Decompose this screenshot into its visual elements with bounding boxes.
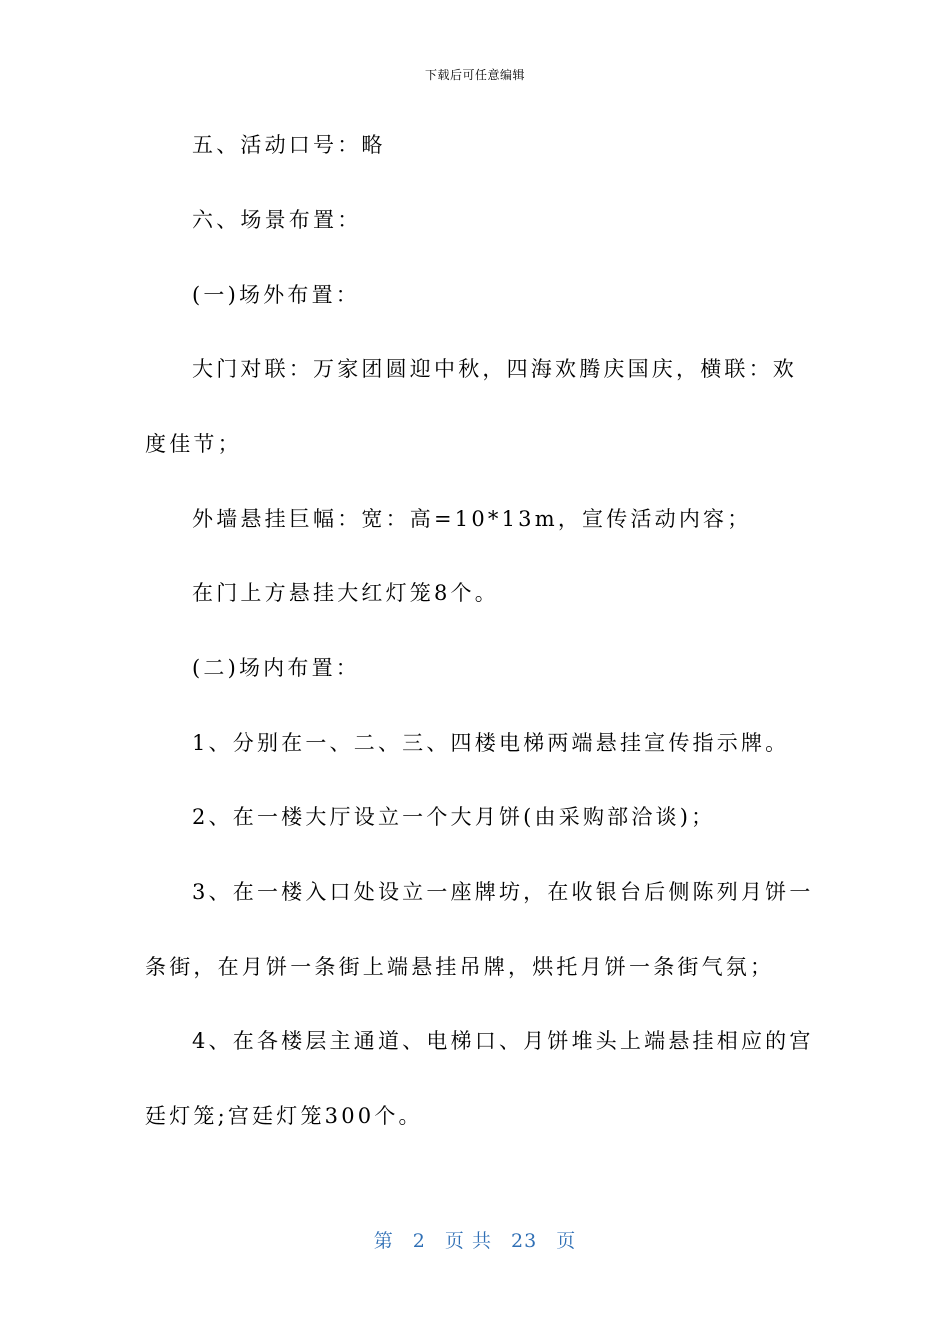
footer-prefix: 第 <box>373 1230 394 1252</box>
paragraph-line: (二)场内布置： <box>192 656 360 680</box>
footer-middle: 页 共 <box>444 1230 492 1252</box>
paragraph-line: 六、场景布置： <box>192 208 362 232</box>
footer-page-number: 2 <box>412 1230 426 1252</box>
paragraph-line: 在门上方悬挂大红灯笼8个。 <box>192 581 499 605</box>
page-footer <box>0 1226 950 1253</box>
footer-total-pages: 23 <box>511 1230 538 1252</box>
paragraph-line: 大门对联：万家团圆迎中秋，四海欢腾庆国庆，横联：欢 <box>192 357 797 381</box>
paragraph-line: 4、在各楼层主通道、电梯口、月饼堆头上端悬挂相应的宫 <box>192 1029 814 1053</box>
paragraph-line: 2、在一楼大厅设立一个大月饼(由采购部洽谈)； <box>192 805 716 829</box>
paragraph-line: 廷灯笼;宫廷灯笼300个。 <box>145 1104 423 1128</box>
paragraph-line: 1、分别在一、二、三、四楼电梯两端悬挂宣传指示牌。 <box>192 731 790 755</box>
paragraph-line: (一)场外布置： <box>192 283 360 307</box>
header-note: 下载后可任意编辑 <box>424 68 525 82</box>
paragraph-line: 五、活动口号：略 <box>192 133 386 157</box>
paragraph-line: 度佳节； <box>145 432 242 456</box>
paragraph-line: 条街，在月饼一条街上端悬挂吊牌，烘托月饼一条街气氛； <box>145 955 775 979</box>
paragraph-line: 3、在一楼入口处设立一座牌坊，在收银台后侧陈列月饼一 <box>192 880 814 904</box>
footer-suffix: 页 <box>556 1230 577 1252</box>
paragraph-line: 外墙悬挂巨幅：宽：高=10*13m，宣传活动内容； <box>192 507 752 531</box>
